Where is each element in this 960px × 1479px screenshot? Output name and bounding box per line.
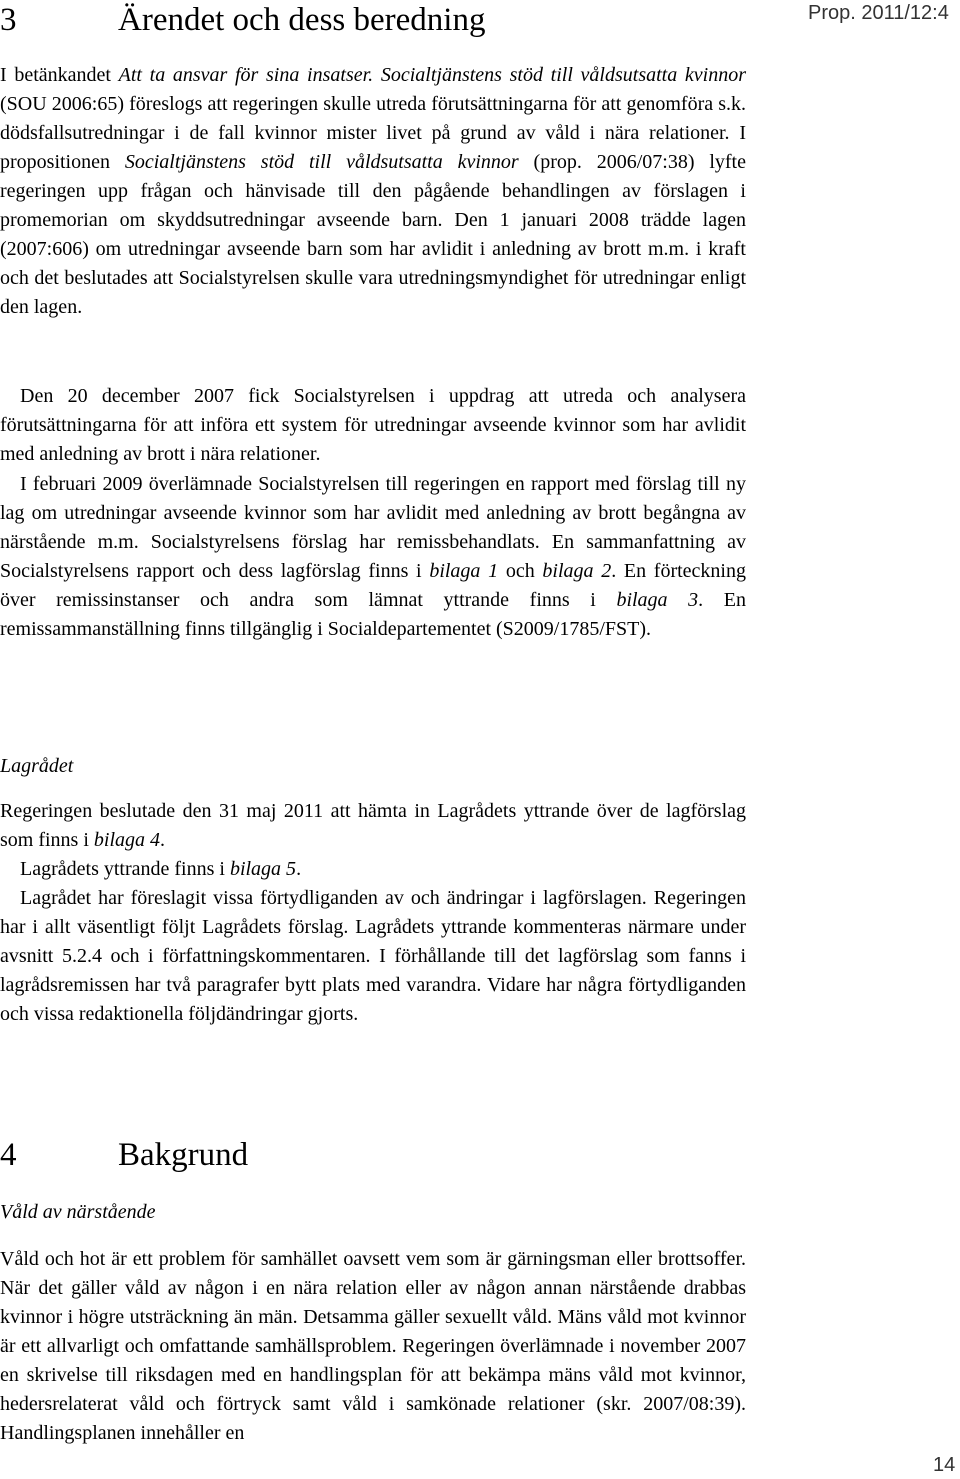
section-number: 4 [0,1137,17,1173]
text-run: . [296,858,302,880]
text-run: I februari 2009 överlämnade Socialstyrelsen till regeringen en rapport med förslag till ny lag om utredningar avseende kvinnor som har avlidit med anledning av brott begångna av närstående m.m. Socialstyrelsens förslag har remissbehandlats. En sammanfattning av Socialstyrelsens rapport och dess lagförslag finns i [0,473,746,582]
section-4-subheading: Våld av närstående [0,1201,156,1223]
italic-title: Socialtjänstens stöd till våldsutsatta kvinnor [124,151,519,173]
text-run: . [160,829,166,851]
lagradet-heading: Lagrådet [0,755,74,777]
section-3-paragraph-3 [0,470,746,644]
page-number: 14 [933,1454,956,1476]
text-run: och [498,560,543,582]
section-3-paragraph-2: Den 20 december 2007 fick Socialstyrelsen i uppdrag att utreda och analysera förutsättningarna för att införa ett system för utredningar avseende kvinnor som har avlidit med anledning av brott i nära relationer. [0,385,746,465]
italic-title: Att ta ansvar för sina insatser. Socialtjänstens stöd till våldsutsatta kvinnor [118,64,746,86]
italic-reference: bilaga 3 [616,589,699,611]
text-run: (SOU 2006:65) föreslogs att regeringen skulle utreda förutsättningarna för att genomföra s.k. dödsfallsutredningar i de fall kvinnor mister livet på grund av våld i nära relationer. I propositionen [0,93,746,173]
section-4-paragraph-1: Våld och hot är ett problem för samhället oavsett vem som är gärningsman eller brottsoffer. När det gäller våld av någon i en nära relation eller av någon annan närstående drabbas kvinnor i högre utsträckning än män. Detsamma gäller sexuellt våld. Mäns våld mot kvinnor är ett allvarligt och omfattande samhällsproblem. Regeringen överlämnade i november 2007 en skrivelse till riksdagen med en handlingsplan för att bekämpa mäns våld mot kvinnor, hedersrelaterat våld och förtryck samt våld i samkönade relationer (skr. 2007/08:39). Handlingsplanen innehåller en [0,1248,746,1444]
italic-reference: bilaga 1 [429,560,499,582]
italic-reference: bilaga 4 [93,829,161,851]
text-run: Regeringen beslutade den 31 maj 2011 att hämta in Lagrådets yttrande över de lagförslag som finns i [0,800,746,851]
italic-reference: bilaga 5 [229,858,297,880]
lagradet-paragraph-2 [0,855,746,884]
section-3-heading [0,0,485,40]
section-3-paragraph-1 [0,61,746,322]
section-number: 3 [0,2,17,38]
text-run: Lagrådets yttrande finns i [20,858,230,880]
section-4-heading [0,1135,248,1175]
text-run: . En remissammanställning finns tillgänglig i Socialdepartementet (S2009/1785/FST). [0,589,746,640]
text-run: . En förteckning över remissinstanser och andra som lämnat yttrande finns i [0,560,746,611]
lagradet-paragraph-1 [0,797,746,855]
section-title: Ärendet och dess beredning [118,2,486,38]
proposition-reference: Prop. 2011/12:4 [808,2,949,24]
text-run: (prop. 2006/07:38) lyfte regeringen upp frågan och hänvisade till den pågående behandlingen av förslagen i promemorian om skyddsutredningar avseende barn. Den 1 januari 2008 trädde lagen (2007:606) om utredningar avseende barn som har avlidit i anledning av brott m.m. i kraft och det beslutades att Socialstyrelsen skulle vara utredningsmyndighet för utredningar enligt den lagen. [0,151,746,318]
text-run: I betänkandet [0,64,119,86]
italic-reference: bilaga 2 [542,560,612,582]
section-title: Bakgrund [118,1137,249,1173]
lagradet-paragraph-3: Lagrådet har föreslagit vissa förtydliganden av och ändringar i lagförslagen. Regeringen har i allt väsentligt följt Lagrådets förslag. Lagrådets yttrande kommenteras närmare under avsnitt 5.2.4 och i författningskommentaren. I förhållande till det lagförslag som fanns i lagrådsremissen har två paragrafer bytt plats med varandra. Vidare har några förtydliganden och vissa redaktionella följdändringar gjorts. [0,887,746,1025]
